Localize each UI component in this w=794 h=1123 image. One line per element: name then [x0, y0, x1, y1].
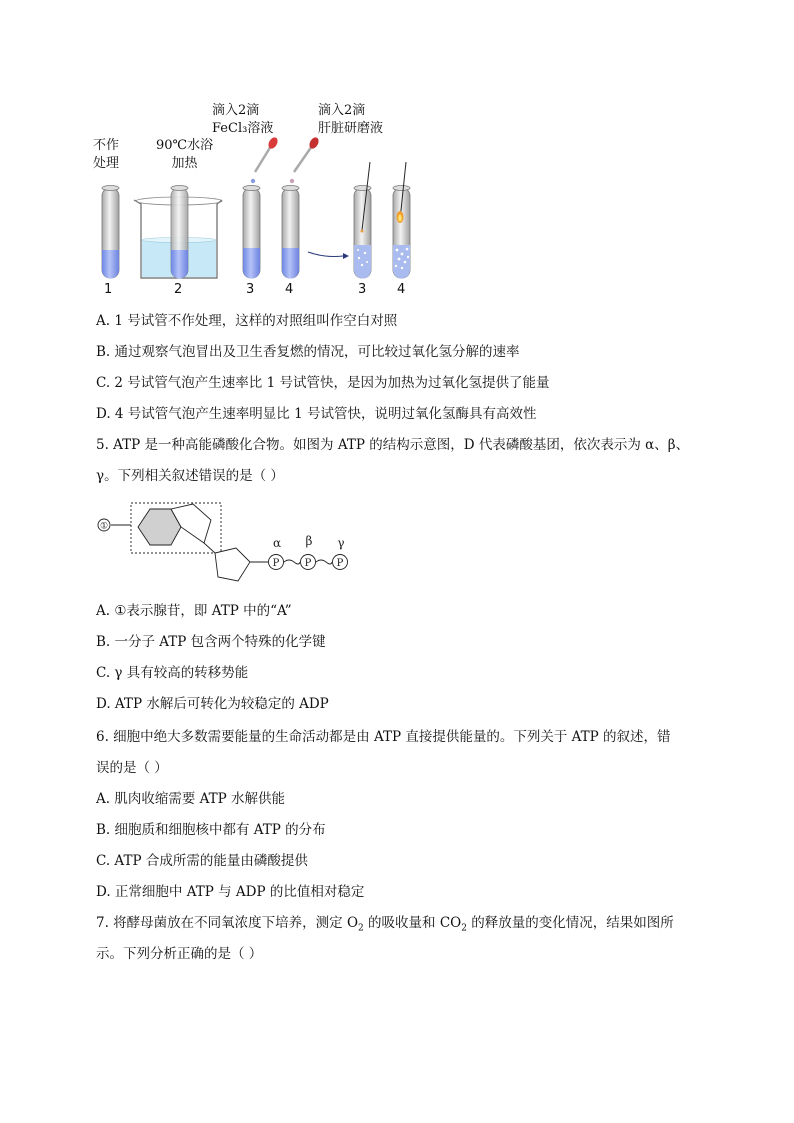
tube2-label-line2: 加热 [171, 156, 198, 171]
q6-stem-line1: 6. 细胞中绝大多数需要能量的生命活动都是由 ATP 直接提供能量的。下列关于 ATP 的叙述，错 [96, 729, 671, 745]
test-tube-3 [243, 186, 260, 279]
ribose-pentagon [215, 548, 250, 581]
test-tube-2 [171, 186, 188, 279]
phosphate-alpha-label: P [272, 558, 280, 569]
q5-stem-line2: γ。下列相关叙述错误的是（ ） [96, 468, 284, 484]
q7-stem-line1 [96, 913, 674, 939]
q5-option-c: C. γ 具有较高的转移势能 [96, 665, 249, 681]
q5-stem-line1: 5. ATP 是一种高能磷酸化合物。如图为 ATP 的结构示意图，D 代表磷酸基团，依次表示为 α、β、 [96, 437, 690, 453]
tube-number-2: 2 [174, 282, 183, 297]
result-tube-3 [354, 162, 371, 279]
reaction-arrow [308, 252, 349, 259]
tube2-label-line1: 90℃水浴 [156, 138, 214, 153]
q6-option-d: D. 正常细胞中 ATP 与 ADP 的比值相对稳定 [96, 884, 365, 900]
q7-stem-part1: 7. 将酵母菌放在不同氧浓度下培养，测定 O [96, 915, 359, 931]
greek-gamma: γ [337, 536, 345, 550]
q4-option-d: D. 4 号试管气泡产生速率明显比 1 号试管快，说明过氧化氢酶具有高效性 [96, 406, 537, 422]
q6-stem-line2: 误的是（ ） [96, 760, 168, 776]
tube-number-3: 3 [246, 282, 255, 297]
q6-option-b: B. 细胞质和细胞核中都有 ATP 的分布 [96, 822, 326, 838]
q7-stem-part2: 的吸收量和 CO [363, 915, 462, 931]
fecl3-label-line1: 滴入2滴 [212, 103, 260, 118]
q7-stem-part3: 的释放量的变化情况，结果如图所 [466, 915, 674, 931]
test-tube-1 [102, 186, 119, 279]
o2-subscript: 2 [358, 923, 364, 934]
q6-option-a: A. 肌肉收缩需要 ATP 水解供能 [96, 791, 286, 807]
result-tube-4 [393, 162, 410, 279]
fecl3-label-line2: FeCl₃溶液 [212, 121, 274, 136]
atp-structure-svg [0, 495, 794, 595]
q4-option-c: C. 2 号试管气泡产生速率比 1 号试管快，是因为加热为过氧化氢提供了能量 [96, 375, 550, 391]
tubes-illustration [0, 0, 794, 320]
result-tube-number-4: 4 [397, 282, 406, 297]
phosphate-gamma-label: P [336, 558, 344, 569]
tube-number-1: 1 [104, 282, 113, 297]
co2-subscript: 2 [461, 923, 467, 934]
q4-option-a: A. 1 号试管不作处理，这样的对照组叫作空白对照 [96, 313, 398, 329]
liver-label-line1: 滴入2滴 [318, 103, 366, 118]
circle-label-one: ① [99, 521, 109, 532]
q5-option-a: A. ①表示腺苷，即 ATP 中的“A” [96, 603, 292, 619]
greek-beta: β [305, 534, 313, 548]
dropper-liver [290, 136, 321, 183]
liver-label-line2: 肝脏研磨液 [318, 121, 384, 136]
q4-option-b: B. 通过观察气泡冒出及卫生香复燃的情况，可比较过氧化氢分解的速率 [96, 344, 520, 360]
phosphate-beta-label: P [304, 558, 312, 569]
greek-alpha: α [272, 536, 282, 550]
q5-option-b: B. 一分子 ATP 包含两个特殊的化学键 [96, 634, 326, 650]
q6-option-c: C. ATP 合成所需的能量由磷酸提供 [96, 853, 308, 869]
q7-stem-line2: 示。下列分析正确的是（ ） [96, 946, 263, 962]
tube1-label-line1: 不作 [93, 138, 120, 153]
test-tube-4 [282, 186, 299, 279]
tube1-label-line2: 处理 [93, 156, 120, 171]
tube-number-4: 4 [285, 282, 294, 297]
dropper-fecl3 [251, 136, 280, 183]
q5-option-d: D. ATP 水解后可转化为较稳定的 ADP [96, 696, 329, 712]
result-tube-number-3: 3 [358, 282, 367, 297]
